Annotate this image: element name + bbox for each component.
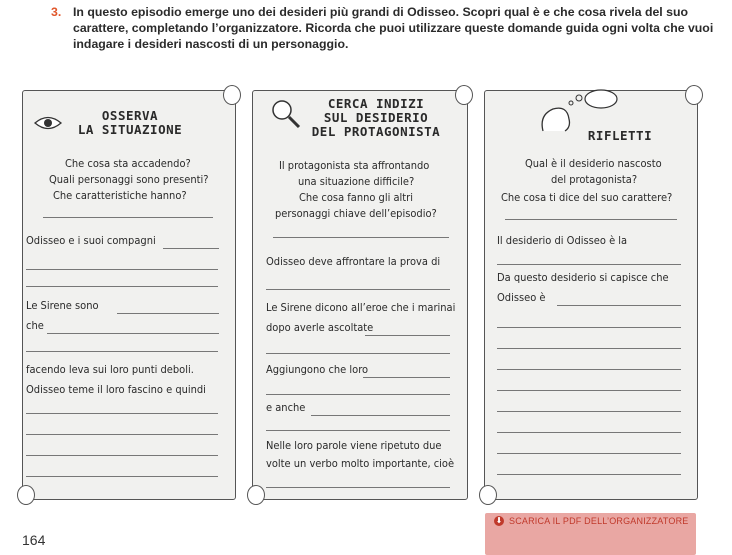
col2-prompt: Le Sirene dicono all’eroe che i marinai xyxy=(266,301,456,314)
exercise-number: 3. xyxy=(51,5,62,19)
answer-line[interactable] xyxy=(497,453,681,454)
col1-prompt: facendo leva sui loro punti deboli. xyxy=(26,363,194,376)
col1-title xyxy=(75,109,185,137)
col3-prompt: Da questo desiderio si capisce che xyxy=(497,271,669,284)
answer-line[interactable] xyxy=(43,217,213,218)
col2-title-line2: SUL DESIDERIO xyxy=(323,110,429,125)
scroll-observe xyxy=(22,90,236,500)
answer-line[interactable] xyxy=(505,219,677,220)
download-label: SCARICA IL PDF DELL’ORGANIZZATORE xyxy=(509,516,689,526)
col3-question: del protagonista? xyxy=(551,173,638,186)
answer-line[interactable] xyxy=(26,286,218,287)
col2-prompt: Nelle loro parole viene ripetuto due xyxy=(266,439,442,452)
answer-line[interactable] xyxy=(266,353,450,354)
answer-line[interactable] xyxy=(266,487,450,488)
col2-prompt: volte un verbo molto importante, cioè xyxy=(266,457,455,470)
col3-title: RIFLETTI xyxy=(587,128,653,143)
scroll-curl-icon xyxy=(479,485,497,505)
col2-prompt: Aggiungono che loro xyxy=(266,363,369,376)
answer-line[interactable] xyxy=(266,394,450,395)
download-icon: ⬇ xyxy=(495,516,503,525)
scroll-curl-icon xyxy=(455,85,473,105)
col2-prompt: Odisseo deve affrontare la prova di xyxy=(266,255,441,268)
answer-line[interactable] xyxy=(26,455,218,456)
answer-line[interactable] xyxy=(497,432,681,433)
col2-question: Che cosa fanno gli altri xyxy=(299,191,413,204)
col3-question: Qual è il desiderio nascosto xyxy=(525,157,662,170)
page-number: 164 xyxy=(22,532,46,548)
scroll-curl-icon xyxy=(17,485,35,505)
answer-line[interactable] xyxy=(497,348,681,349)
answer-line[interactable] xyxy=(26,269,218,270)
instruction-text: In questo episodio emerge uno dei desideri più grandi di Odisseo. Scopri qual è e che cosa rivela del suo carattere, completando l’organizzatore. Ricorda che puoi utilizzare queste domande guida ogni volta che vuoi indagare i desideri nascosti di un personaggio. xyxy=(73,5,714,51)
col1-question: Che caratteristiche hanno? xyxy=(53,189,187,202)
answer-line[interactable] xyxy=(497,474,681,475)
answer-line[interactable] xyxy=(365,335,450,336)
scroll-curl-icon xyxy=(247,485,265,505)
col1-title-line2: LA SITUAZIONE xyxy=(77,122,183,137)
eye-icon xyxy=(33,115,63,131)
scroll-curl-icon xyxy=(223,85,241,105)
answer-line[interactable] xyxy=(266,289,450,290)
col3-question: Che cosa ti dice del suo carattere? xyxy=(501,191,673,204)
answer-line[interactable] xyxy=(497,264,681,265)
answer-line[interactable] xyxy=(497,390,681,391)
col2-title-line3: DEL PROTAGONISTA xyxy=(311,124,441,139)
answer-line[interactable] xyxy=(26,434,218,435)
col1-question: Che cosa sta accadendo? xyxy=(65,157,191,170)
instruction xyxy=(51,4,723,52)
magnifier-icon xyxy=(269,97,303,131)
answer-line[interactable] xyxy=(363,377,450,378)
scroll-clues xyxy=(252,90,468,500)
col1-prompt: Odisseo e i suoi compagni xyxy=(26,234,156,247)
answer-line[interactable] xyxy=(266,430,450,431)
answer-line[interactable] xyxy=(311,415,450,416)
answer-line[interactable] xyxy=(273,237,449,238)
col2-prompt: e anche xyxy=(266,401,306,414)
download-pdf-button[interactable] xyxy=(485,513,696,555)
col1-prompt: che xyxy=(26,319,44,332)
col2-question: una situazione difficile? xyxy=(298,175,415,188)
col3-prompt: Il desiderio di Odisseo è la xyxy=(497,234,628,247)
answer-line[interactable] xyxy=(497,327,681,328)
answer-line[interactable] xyxy=(497,411,681,412)
scroll-reflect xyxy=(484,90,698,500)
scroll-curl-icon xyxy=(685,85,703,105)
col2-prompt: dopo averle ascoltate xyxy=(266,321,374,334)
col3-prompt: Odisseo è xyxy=(497,291,546,304)
answer-line[interactable] xyxy=(26,351,218,352)
answer-line[interactable] xyxy=(26,413,218,414)
col1-question: Quali personaggi sono presenti? xyxy=(49,173,209,186)
answer-line[interactable] xyxy=(47,333,219,334)
col2-question: personaggi chiave dell’episodio? xyxy=(275,207,437,220)
answer-line[interactable] xyxy=(557,305,681,306)
answer-line[interactable] xyxy=(163,248,219,249)
col1-prompt: Le Sirene sono xyxy=(26,299,99,312)
col2-title xyxy=(301,97,451,139)
answer-line[interactable] xyxy=(26,476,218,477)
col2-title-line1: CERCA INDIZI xyxy=(327,96,425,111)
answer-line[interactable] xyxy=(117,313,219,314)
answer-line[interactable] xyxy=(497,369,681,370)
col1-title-line1: OSSERVA xyxy=(101,108,159,123)
col2-question: Il protagonista sta affrontando xyxy=(279,159,430,172)
col1-prompt: Odisseo teme il loro fascino e quindi xyxy=(26,383,206,396)
